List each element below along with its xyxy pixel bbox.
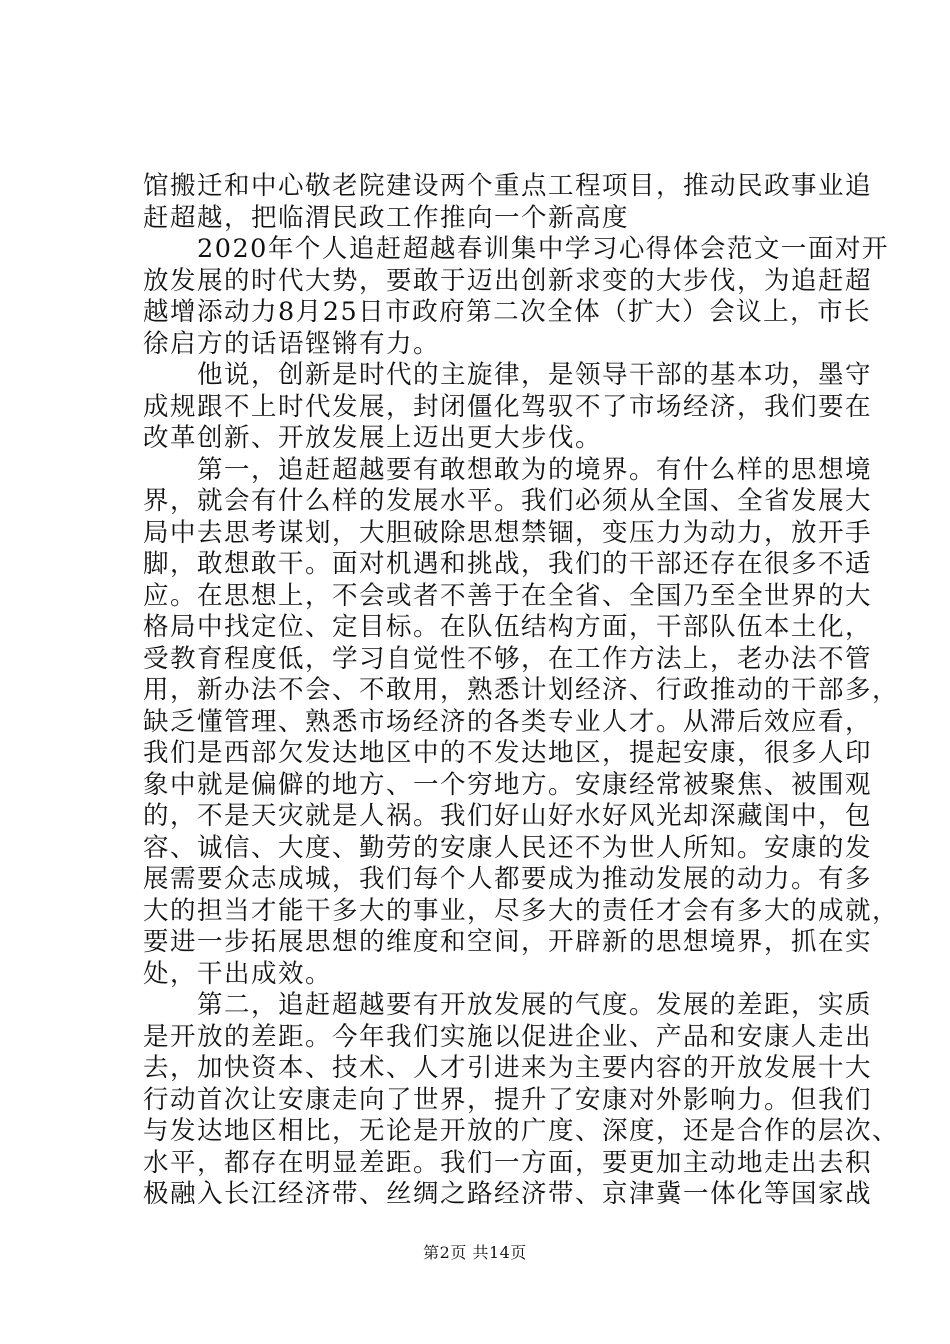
text-line: 行动首次让安康走向了世界，提升了安康对外影响力。但我们	[143, 1084, 873, 1115]
text-line: 2020年个人追赶超越春训集中学习心得体会范文一面对开	[143, 234, 889, 264]
text-line: 第二，追赶超越要有开放发展的气度。发展的差距，实质	[143, 990, 873, 1020]
text-line: 缺乏懂管理、熟悉市场经济的各类专业人才。从滞后效应看，	[143, 706, 873, 737]
text-line: 他说，创新是时代的主旋律，是领导干部的基本功，墨守	[143, 360, 873, 390]
text-line: 极融入长江经济带、丝绸之路经济带、京津冀一体化等国家战	[143, 1179, 873, 1209]
text-line: 展需要众志成城，我们每个人都要成为推动发展的动力。有多	[143, 864, 873, 894]
text-line: 去，加快资本、技术、人才引进来为主要内容的开放发展十大	[143, 1053, 873, 1083]
text-line: 越增添动力8月25日市政府第二次全体（扩大）会议上，市长	[143, 297, 872, 327]
text-line: 赶超越，把临渭民政工作推向一个新高度	[143, 202, 630, 233]
text-line: 馆搬迁和中心敬老院建设两个重点工程项目，推动民政事业追	[143, 171, 873, 201]
text-line: 水平，都存在明显差距。我们一方面，要更加主动地走出去积	[143, 1147, 873, 1178]
text-line: 脚，敢想敢干。面对机遇和挑战，我们的干部还存在很多不适	[143, 549, 873, 579]
text-line: 的，不是天灾就是人祸。我们好山好水好风光却深藏闺中，包	[143, 801, 873, 831]
text-line: 局中去思考谋划，大胆破除思想禁锢，变压力为动力，放开手	[143, 517, 873, 548]
text-line: 处，干出成效。	[143, 958, 333, 989]
text-line: 与发达地区相比，无论是开放的广度、深度，还是合作的层次、	[143, 1116, 900, 1146]
text-line: 要进一步拓展思想的维度和空间，开辟新的思想境界，抓在实	[143, 927, 873, 957]
text-line: 受教育程度低，学习自觉性不够，在工作方法上，老办法不管	[143, 643, 873, 674]
text-line: 大的担当才能干多大的事业，尽多大的责任才会有多大的成就，	[143, 895, 900, 926]
page-number-footer: 第2页 共14页	[423, 1243, 527, 1262]
text-line: 界，就会有什么样的发展水平。我们必须从全国、全省发展大	[143, 486, 873, 516]
text-line: 格局中找定位、定目标。在队伍结构方面，干部队伍本土化，	[143, 612, 873, 642]
text-line: 徐启方的话语铿锵有力。	[143, 328, 441, 359]
text-line: 容、诚信、大度、勤劳的安康人民还不为世人所知。安康的发	[143, 832, 873, 863]
text-line: 用，新办法不会、不敢用，熟悉计划经济、行政推动的干部多，	[143, 675, 900, 705]
text-line: 是开放的差距。今年我们实施以促进企业、产品和安康人走出	[143, 1021, 873, 1052]
text-line: 第一，追赶超越要有敢想敢为的境界。有什么样的思想境	[143, 454, 873, 485]
text-line: 改革创新、开放发展上迈出更大步伐。	[143, 423, 603, 453]
text-line: 象中就是偏僻的地方、一个穷地方。安康经常被聚焦、被围观	[143, 769, 873, 800]
text-line: 成规跟不上时代发展，封闭僵化驾驭不了市场经济，我们要在	[143, 391, 873, 422]
text-line: 应。在思想上，不会或者不善于在全省、全国乃至全世界的大	[143, 580, 873, 611]
text-line: 我们是西部欠发达地区中的不发达地区，提起安康，很多人印	[143, 738, 873, 768]
text-line: 放发展的时代大势，要敢于迈出创新求变的大步伐，为追赶超	[143, 265, 873, 296]
